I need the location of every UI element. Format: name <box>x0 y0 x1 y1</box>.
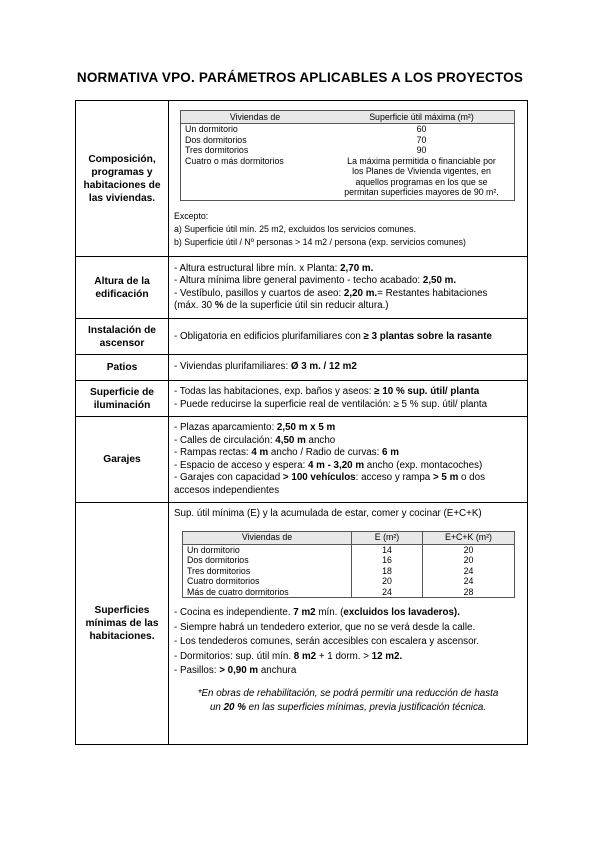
note-percent: 20 % <box>223 701 246 713</box>
row-type: Un dormitorio <box>185 124 238 134</box>
garajes-line-5: - Garajes con capacidad <box>174 472 283 483</box>
row-eck: 20 <box>463 544 474 555</box>
table-row <box>183 544 515 555</box>
max-surface-table <box>180 110 515 201</box>
header-superficie-maxima: Superficie útil máxima (m²) <box>329 111 515 124</box>
table-row <box>183 587 515 598</box>
row-value: La máxima permitida o financiable por los Planes de Vivienda vigentes, en aquellos programas en los que se permitan superficies mayores de 90 m². <box>344 155 499 197</box>
label-composicion: Composición, programas y habitaciones de las viviendas. <box>76 101 169 257</box>
superficies-line-4: - Dormitorios: sup. útil mín. <box>174 650 294 662</box>
content-iluminacion <box>169 381 528 417</box>
table-row <box>183 576 515 587</box>
row-type: Cuatro dormitorios <box>183 576 352 587</box>
superficies-value-4: 8 m2 <box>293 650 317 662</box>
altura-percent: % <box>214 300 224 311</box>
excepto-b: b) Superficie útil / Nº personas > 14 m2 / persona (exp. servicios comunes) <box>174 236 466 247</box>
ascensor-text: - Obligatoria en edificios plurifamiliares con <box>174 330 364 342</box>
garajes-line-4: - Espacio de acceso y espera: <box>174 459 308 471</box>
row-e: 18 <box>352 566 423 577</box>
row-e: 16 <box>352 555 423 566</box>
row-iluminacion <box>76 381 528 417</box>
garajes-line-5-mid: : acceso y rampa <box>355 472 433 483</box>
content-ascensor <box>169 319 528 355</box>
garajes-line-2: - Calles de circulación: <box>174 434 276 446</box>
superficies-line-5-rest: anchura <box>258 665 297 676</box>
row-type: Un dormitorio <box>183 544 352 555</box>
garajes-line-3: - Rampas rectas: <box>174 447 252 458</box>
row-eck: 24 <box>463 565 474 576</box>
superficies-intro: Sup. útil mínima (E) y la acumulada de estar, comer y cocinar (E+C+K) <box>174 508 482 519</box>
garajes-value-4: 4 m - 3,20 m <box>307 459 365 471</box>
garajes-line-4-rest: ancho (exp. montacoches) <box>364 459 483 471</box>
row-value: 70 <box>416 134 427 145</box>
patios-value: Ø 3 m. / 12 m2 <box>290 361 357 373</box>
label-iluminacion: Superficie de iluminación <box>76 381 169 417</box>
altura-value-1: 2,70 m. <box>340 262 374 274</box>
garajes-value-1: 2,50 m x 5 m <box>276 422 336 433</box>
row-value: 90 <box>416 145 427 155</box>
superficies-value-5: > 0,90 m <box>219 665 259 676</box>
superficies-value-4b: 12 m2. <box>371 650 403 662</box>
note-line-2: un <box>209 701 224 713</box>
label-altura: Altura de la edificación <box>76 257 169 319</box>
excepto-a: a) Superficie útil mín. 25 m2, excluidos los servicios comunes. <box>174 223 417 234</box>
iluminacion-line-2: - Puede reducirse la superficie real de ventilación: ≥ 5 % sup. útil/ planta <box>174 398 488 410</box>
label-garajes: Garajes <box>76 417 169 503</box>
row-type: Tres dormitorios <box>183 566 352 577</box>
superficies-line-2: - Siempre habrá un tendedero exterior, que no se verá desde la calle. <box>174 621 476 633</box>
row-composicion <box>76 101 528 257</box>
row-eck: 28 <box>463 586 474 597</box>
superficies-line-1-mid: mín. ( <box>315 607 344 618</box>
note-line-2-rest: en las superficies mínimas, previa justificación técnica. <box>245 701 487 713</box>
row-type: Más de cuatro dormitorios <box>183 587 352 598</box>
normativa-table <box>75 100 528 745</box>
row-eck: 24 <box>463 576 474 586</box>
garajes-line-2-rest: ancho <box>305 434 336 446</box>
content-superficies <box>169 503 528 745</box>
row-patios <box>76 355 528 381</box>
content-composicion <box>169 101 528 257</box>
row-value: 60 <box>416 124 427 134</box>
ascensor-value: ≥ 3 plantas sobre la rasante <box>363 330 492 342</box>
altura-line-1: - Altura estructural libre mín. x Planta: <box>174 262 341 274</box>
superficies-line-5: - Pasillos: <box>174 665 220 676</box>
page-title: NORMATIVA VPO. PARÁMETROS APLICABLES A LOS PROYECTOS <box>76 70 524 85</box>
content-altura <box>169 257 528 319</box>
row-type: Tres dormitorios <box>185 145 249 155</box>
superficies-line-4-mid: + 1 dorm. > <box>316 650 372 662</box>
superficies-line-1: - Cocina es independiente. <box>174 607 294 618</box>
altura-line-4-rest: de la superficie útil sin reducir altura.) <box>223 300 389 311</box>
row-type: Dos dormitorios <box>183 555 352 566</box>
altura-value-2: 2,50 m. <box>422 275 457 286</box>
superficies-line-3: - Los tendederos comunes, serán accesibles con escalera y ascensor. <box>174 636 479 647</box>
label-patios: Patios <box>76 355 169 381</box>
header-eck: E+C+K (m²) <box>423 531 515 544</box>
iluminacion-line-1: - Todas las habitaciones, exp. baños y aseos: <box>174 386 375 397</box>
patios-text: - Viviendas plurifamiliares: <box>174 361 291 373</box>
table-row <box>183 566 515 577</box>
table-row <box>181 124 515 135</box>
row-e: 24 <box>352 587 423 598</box>
altura-line-3: - Vestíbulo, pasillos y cuartos de aseo: <box>174 287 344 299</box>
garajes-line-1: - Plazas aparcamiento: <box>174 422 277 433</box>
row-ascensor <box>76 319 528 355</box>
table-row <box>181 145 515 156</box>
table-row <box>183 555 515 566</box>
row-type: Dos dormitorios <box>185 134 247 145</box>
excepto-label: Excepto: <box>174 210 209 221</box>
altura-value-3: 2,20 m. <box>343 287 378 299</box>
garajes-line-3-mid: ancho / Radio de curvas: <box>268 447 383 458</box>
row-superficies <box>76 503 528 745</box>
table-row <box>181 135 515 146</box>
garajes-value-3: 4 m <box>251 447 269 458</box>
content-garajes <box>169 417 528 503</box>
min-surface-table <box>182 531 515 599</box>
row-altura <box>76 257 528 319</box>
garajes-value-3b: 6 m <box>382 447 399 458</box>
garajes-value-5b: > 5 m <box>432 472 459 483</box>
superficies-value-1b: excluidos los lavaderos). <box>343 607 460 618</box>
content-patios <box>169 355 528 381</box>
garajes-value-5: > 100 vehículos <box>282 472 356 483</box>
rehabilitacion-note <box>174 687 522 715</box>
header-viviendas: Viviendas de <box>183 531 352 544</box>
iluminacion-value-1: ≥ 10 % sup. útil/ planta <box>374 386 480 397</box>
row-type: Cuatro o más dormitorios <box>185 155 284 166</box>
superficies-value-1: 7 m2 <box>293 607 316 618</box>
table-row <box>181 156 515 201</box>
row-e: 20 <box>352 576 423 587</box>
header-viviendas: Viviendas de <box>181 111 330 124</box>
label-ascensor: Instalación de ascensor <box>76 319 169 355</box>
label-superficies: Superficies mínimas de las habitaciones. <box>76 503 169 745</box>
altura-line-3-rest: = Restantes habitaciones <box>377 287 488 299</box>
row-eck: 20 <box>463 555 474 565</box>
table-header-row <box>183 531 515 544</box>
garajes-line-5-rest: o dos accesos independientes <box>174 472 485 496</box>
row-garajes <box>76 417 528 503</box>
altura-line-2: - Altura mínima libre general pavimento - techo acabado: <box>174 275 423 286</box>
altura-line-4: (máx. 30 <box>174 300 215 311</box>
note-line-1: *En obras de rehabilitación, se podrá permitir una reducción de hasta <box>197 687 499 699</box>
garajes-value-2: 4,50 m <box>275 434 306 446</box>
table-header-row <box>181 111 515 124</box>
header-e: E (m²) <box>352 531 423 544</box>
row-e: 14 <box>352 544 423 555</box>
